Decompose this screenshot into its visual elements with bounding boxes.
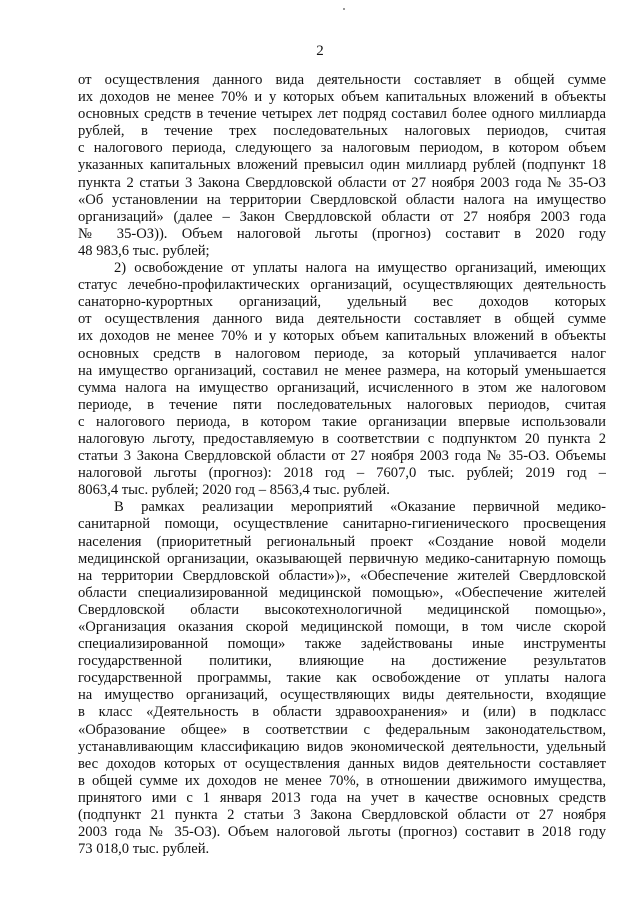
text-line: принятого ими с 1 января 2013 года на учет в качестве основных средств [78,789,606,806]
text-line: 48 983,6 тыс. рублей; [78,242,210,259]
text-line: пункта 2 статьи 3 Закона Свердловской области от 27 ноября 2003 года № 35-ОЗ [78,174,606,191]
text-line: 2) освобождение от уплаты налога на имущество организаций, имеющих [114,260,606,277]
scan-speck [343,8,345,10]
text-line: В рамках реализации мероприятий «Оказание первичной медико- [114,499,606,516]
text-line: 8063,4 тыс. рублей; 2020 год – 8563,4 тыс. рублей. [78,482,390,499]
text-line: статус лечебно-профилактических организаций, осуществляющих деятельность [78,277,606,294]
text-line: указанных капитальных вложений превысил один миллиард рублей (подпункт 18 [78,157,606,174]
text-line: налоговую льготу, предоставляемую в соответствии с подпунктом 20 пункта 2 [78,430,606,447]
text-line: от осуществления данного вида деятельности составляет в общей сумме [78,72,606,88]
text-line: организаций» (далее – Закон Свердловской области от 27 ноября 2003 года [78,208,606,225]
text-line: основных средств в течение четырех лет подряд составил более одного миллиарда [78,106,606,123]
text-line: специализированной помощи» также задействованы иные инструменты [78,636,606,653]
text-line: сумма налога на имущество организаций, исчисленного в этом же налоговом [78,379,606,396]
text-line: с налогового периода, в котором такие организации впервые использовали [78,413,606,430]
text-line: с налогового периода, следующего за налоговым периодом, в котором объем [78,140,606,157]
text-line: их доходов не менее 70% и у которых объем капитальных вложений в объекты [78,89,606,106]
text-line: от осуществления данного вида деятельности составляет в общей сумме [78,311,606,328]
document-body [78,72,606,858]
text-line: налоговой льготы (прогноз): 2018 год – 7607,0 тыс. рублей; 2019 год – [78,465,606,482]
text-line: рублей, в течение трех последовательных налоговых периодов, считая [78,123,606,140]
paragraph-2 [78,260,606,499]
text-line: статьи 3 Закона Свердловской области от 27 ноября 2003 года № 35-ОЗ. Объемы [78,448,606,465]
paragraph-1 [78,72,606,260]
text-line: устанавливающим классификацию видов экономической деятельности, удельный [78,738,606,755]
text-line: вес доходов которых от осуществления данных видов деятельности составляет [78,755,606,772]
page-number: 2 [316,43,324,59]
text-line: их доходов не менее 70% и у которых объем капитальных вложений в объекты [78,328,606,345]
text-line: в общей сумме их доходов не менее 70%, в отношении движимого имущества, [78,772,606,789]
text-line: «Об установлении на территории Свердловской области налога на имущество [78,191,606,208]
text-line: в класс «Деятельность в области здравоохранения» и (или) в подкласс [78,704,606,721]
text-line: санаторно-курортных организаций, удельный вес доходов которых [78,294,606,311]
text-line: населения (приоритетный региональный проект «Создание новой модели [78,533,606,550]
text-line: 2003 года № 35-ОЗ). Объем налоговой льготы (прогноз) составит в 2018 году [78,824,606,841]
text-line: «Организация оказания скорой медицинской помощи, в том числе скорой [78,619,606,635]
text-line: на имущество организаций, осуществляющих виды деятельности, входящие [78,687,606,704]
text-line: 73 018,0 тыс. рублей. [78,841,210,858]
text-line: медицинской организации, оказывающей первичную медико-санитарную помощь [78,550,606,567]
text-line: основных средств в налоговом периоде, за который уплачивается налог [78,345,606,362]
text-line: на имущество организаций, составил не менее размера, на который уменьшается [78,362,606,379]
text-line: периоде, в течение пяти последовательных налоговых периодов, считая [78,396,606,413]
text-line: «Образование общее» в соответствии с федеральным законодательством, [78,721,606,738]
paragraph-3 [78,499,606,858]
text-line: государственной программы, такие как освобождение от уплаты налога [78,670,606,687]
text-line: (подпункт 21 пункта 2 статьи 3 Закона Свердловской области от 27 ноября [78,807,606,824]
text-line: государственной политики, влияющие на достижение результатов [78,653,606,670]
text-line: № 35-ОЗ)). Объем налоговой льготы (прогноз) составит в 2020 году [78,225,606,242]
text-line: на территории Свердловской области»)», «Обеспечение жителей Свердловской [78,567,606,584]
text-line: области специализированной медицинской помощью», «Обеспечение жителей [78,584,606,601]
text-line: Свердловской области высокотехнологичной медицинской помощью», [78,601,606,618]
text-line: санитарной помощи, осуществление санитарно-гигиенического просвещения [78,516,606,533]
